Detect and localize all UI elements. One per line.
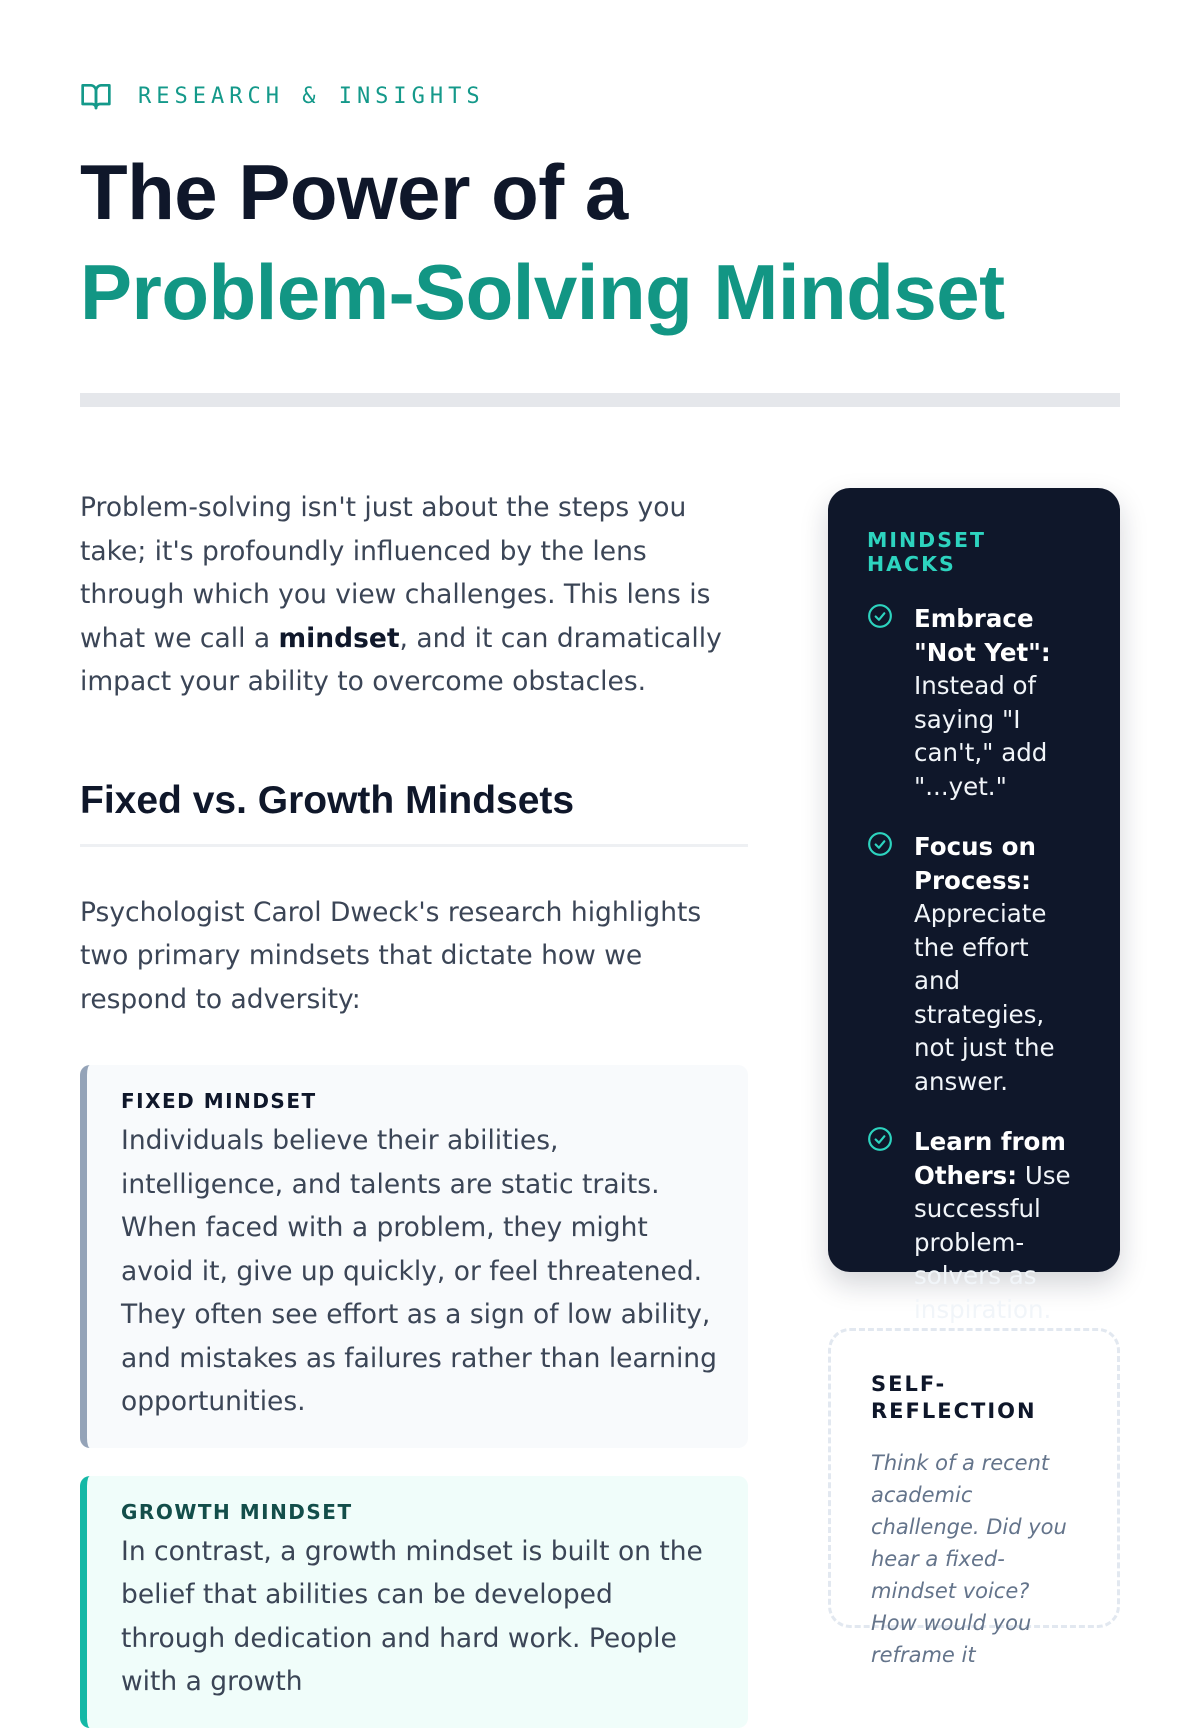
section-paragraph: Psychologist Carol Dweck's research highlights two primary mindsets that dictate how we respond to adversity: <box>80 896 702 1015</box>
fixed-mindset-title: FIXED MINDSET <box>121 1089 317 1113</box>
eyebrow <box>80 80 485 112</box>
hack-item <box>867 602 1080 803</box>
hack-description: Use successful problem-solvers as inspiration. <box>914 1160 1071 1324</box>
fixed-mindset-body: Individuals believe their abilities, intelligence, and talents are static traits. When faced with a problem, they might avoid it, give up quickly, or feel threatened. They often see effort as a sign of low ability, and mistakes as failures rather than learning opportunities. <box>121 1125 717 1417</box>
hack-description: Appreciate the effort and strategies, not just the answer. <box>914 899 1055 1096</box>
hack-item <box>867 830 1080 1098</box>
title-line-2: Problem-Solving Mindset <box>80 248 1005 336</box>
intro-text-after: , and it can dramatically impact your ability to overcome obstacles. <box>80 622 722 697</box>
title-divider <box>80 393 1120 407</box>
intro-paragraph <box>80 486 748 704</box>
hack-description: Instead of saying "I can't," add "...yet." <box>914 671 1048 801</box>
growth-mindset-title: GROWTH MINDSET <box>121 1499 353 1524</box>
hack-text <box>914 602 1080 803</box>
title-line-1: The Power of a <box>80 148 628 236</box>
eyebrow-label: RESEARCH & INSIGHTS <box>138 83 485 109</box>
hack-text <box>914 830 1080 1098</box>
check-circle-icon <box>867 1126 893 1152</box>
intro-bold-term: mindset <box>278 622 400 654</box>
self-reflection-body: Think of a recent academic challenge. Did you hear a fixed-mindset voice? How would you reframe it <box>871 1451 1067 1667</box>
main-column <box>80 486 748 1728</box>
intro-text-before: Problem-solving isn't just about the steps you take; it's profoundly influenced by the lens through which you view challenges. This lens is what we call a <box>80 492 711 654</box>
hack-label: Focus on Process: <box>914 832 1036 895</box>
growth-mindset-body: In contrast, a growth mindset is built on the belief that abilities can be developed through dedication and hard work. People with a growth <box>121 1535 703 1697</box>
hack-item <box>867 1125 1080 1326</box>
growth-mindset-card <box>80 1476 748 1728</box>
section-heading: Fixed vs. Growth Mindsets <box>80 778 575 822</box>
self-reflection-panel <box>828 1328 1120 1667</box>
check-circle-icon <box>867 603 893 629</box>
fixed-mindset-card <box>80 1065 748 1448</box>
self-reflection-title: SELF-REFLECTION <box>871 1372 1037 1423</box>
hack-label: Embrace "Not Yet": <box>914 604 1051 667</box>
mindset-hacks-title: MINDSET HACKS <box>867 528 986 576</box>
hack-text <box>914 1125 1080 1326</box>
hack-label: Learn from Others: <box>914 1127 1066 1190</box>
book-open-icon <box>80 80 112 112</box>
check-circle-icon <box>867 831 893 857</box>
section-divider <box>80 844 748 847</box>
mindset-hacks-panel <box>828 488 1120 1324</box>
page-title <box>80 142 1140 342</box>
